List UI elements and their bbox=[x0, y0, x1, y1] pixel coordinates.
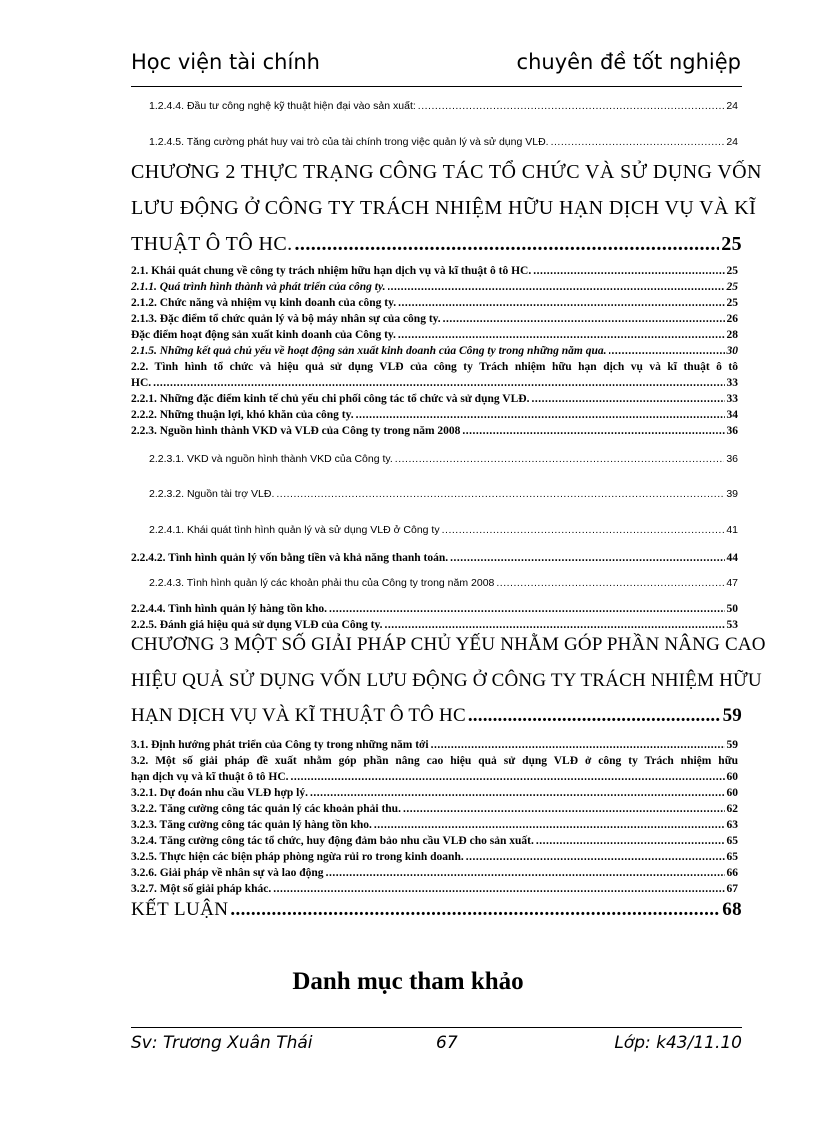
toc-entry[interactable]: 3.2.6. Giải pháp về nhân sự và lao động ..... 66 bbox=[131, 867, 738, 879]
footer-rule bbox=[131, 1027, 742, 1028]
header-rule bbox=[131, 86, 742, 87]
footer-page-number: 67 bbox=[436, 1033, 458, 1053]
chapter-3-title-line2[interactable]: HIỆU QUẢ SỬ DỤNG VỐN LƯU ĐỘNG Ở CÔNG TY TRÁCH NHIỆM HỮU bbox=[131, 670, 762, 691]
toc-entry[interactable]: HC. ..... 33 bbox=[131, 377, 738, 389]
toc-entry[interactable]: 1.2.4.4. Đầu tư công nghệ kỹ thuật hiện đại vào sản xuất: ..... 24 bbox=[149, 100, 738, 112]
chapter-2-title-line1[interactable]: CHƯƠNG 2 THỰC TRẠNG CÔNG TÁC TỔ CHỨC VÀ SỬ DỤNG VỐN bbox=[131, 161, 762, 183]
references-heading: Danh mục tham khảo bbox=[292, 968, 524, 995]
toc-entry[interactable]: 2.2.3.1. VKD và nguồn hình thành VKD của Công ty. ..... 36 bbox=[149, 453, 738, 465]
footer-student: Sv: Trương Xuân Thái bbox=[131, 1033, 313, 1053]
toc-entry[interactable]: 2.2.3.2. Nguồn tài trợ VLĐ. ..... 39 bbox=[149, 488, 738, 500]
page-footer bbox=[131, 1033, 742, 1059]
toc-entry[interactable]: 3.2.4. Tăng cường công tác tổ chức, huy động đảm bảo nhu cầu VLĐ cho sản xuất. ..... 65 bbox=[131, 835, 738, 847]
chapter-2-title-line2[interactable]: LƯU ĐỘNG Ở CÔNG TY TRÁCH NHIỆM HỮU HẠN DỊCH VỤ VÀ KĨ bbox=[131, 197, 757, 219]
toc-entry-3-2-line1[interactable]: 3.2. Một số giải pháp đề xuất nhằm góp phần nâng cao hiệu quả sử dụng VLĐ ở công ty Trách nhiệm hữu bbox=[131, 755, 738, 767]
header-institution: Học viện tài chính bbox=[131, 50, 320, 74]
toc-entry[interactable]: Đặc điểm hoạt động sản xuất kinh doanh của Công ty. ..... 28 bbox=[131, 329, 738, 341]
toc-entry[interactable]: 3.2.5. Thực hiện các biện pháp phòng ngừa rủi ro trong kinh doanh. ..... 65 bbox=[131, 851, 738, 863]
toc-entry[interactable]: 1.2.4.5. Tăng cường phát huy vai trò của tài chính trong việc quản lý và sử dụng VLĐ. ..... 24 bbox=[149, 136, 738, 148]
toc-entry[interactable]: 2.2.5. Đánh giá hiệu quả sử dụng VLĐ của Công ty. ..... 53 bbox=[131, 619, 738, 631]
toc-entry[interactable]: 2.2.4.1. Khái quát tình hình quản lý và sử dụng VLĐ ở Công ty ..... 41 bbox=[149, 524, 738, 536]
toc-entry[interactable]: 2.1. Khái quát chung về công ty trách nhiệm hữu hạn dịch vụ và kĩ thuật ô tô HC. ..... 25 bbox=[131, 265, 738, 277]
toc-entry[interactable]: 2.1.3. Đặc điểm tổ chức quản lý và bộ máy nhân sự của công ty. ..... 26 bbox=[131, 313, 738, 325]
toc-entry[interactable]: 2.1.1. Quá trình hình thành và phát triển của công ty. ..... 25 bbox=[131, 281, 738, 293]
toc-entry-2-2-line1[interactable]: 2.2. Tình hình tổ chức và hiệu quả sử dụng VLĐ của công ty Trách nhiệm hữu hạn dịch vụ và kĩ thuật ô tô bbox=[131, 361, 738, 373]
toc-entry[interactable]: 2.1.5. Những kết quả chủ yếu về hoạt động sản xuất kinh doanh của Công ty trong những năm qua. ..... 30 bbox=[131, 345, 738, 357]
toc-entry[interactable]: hạn dịch vụ và kĩ thuật ô tô HC. ..... 60 bbox=[131, 771, 738, 783]
chapter-3-title-line3[interactable]: HẠN DỊCH VỤ VÀ KĨ THUẬT Ô TÔ HC ..... 59 bbox=[131, 705, 742, 727]
page-header bbox=[131, 48, 741, 82]
toc-entry[interactable]: 2.2.2. Những thuận lợi, khó khăn của công ty. ..... 34 bbox=[131, 409, 738, 421]
toc-entry[interactable]: 2.2.1. Những đặc điểm kinh tế chủ yếu chi phối công tác tổ chức và sử dụng VLĐ. ..... 33 bbox=[131, 393, 738, 405]
toc-conclusion[interactable]: KẾT LUẬN ..... 68 bbox=[131, 899, 742, 921]
chapter-3-title-line1[interactable]: CHƯƠNG 3 MỘT SỐ GIẢI PHÁP CHỦ YẾU NHẰM GÓP PHẦN NÂNG CAO bbox=[131, 634, 766, 655]
toc-entry[interactable]: 3.1. Định hướng phát triển của Công ty trong những năm tới ..... 59 bbox=[131, 739, 738, 751]
toc-entry[interactable]: 3.2.1. Dự đoán nhu cầu VLĐ hợp lý. ..... 60 bbox=[131, 787, 738, 799]
toc-entry[interactable]: 2.2.3. Nguồn hình thành VKD và VLĐ của Công ty trong năm 2008 ..... 36 bbox=[131, 425, 738, 437]
toc-entry[interactable]: 2.2.4.4. Tình hình quản lý hàng tồn kho. ..... 50 bbox=[131, 603, 738, 615]
header-doc-type: chuyên đề tốt nghiệp bbox=[516, 50, 741, 74]
toc-entry[interactable]: 3.2.2. Tăng cường công tác quản lý các khoản phải thu. ..... 62 bbox=[131, 803, 738, 815]
chapter-2-title-line3[interactable]: THUẬT Ô TÔ HC. ..... 25 bbox=[131, 233, 742, 256]
toc-entry[interactable]: 2.2.4.3. Tình hình quản lý các khoản phải thu của Công ty trong năm 2008 ..... 47 bbox=[149, 577, 738, 589]
toc-entry[interactable]: 3.2.3. Tăng cường công tác quản lý hàng tồn kho. ..... 63 bbox=[131, 819, 738, 831]
toc-entry[interactable]: 2.1.2. Chức năng và nhiệm vụ kinh doanh của công ty. ..... 25 bbox=[131, 297, 738, 309]
footer-class: Lớp: k43/11.10 bbox=[614, 1033, 742, 1053]
toc-entry[interactable]: 3.2.7. Một số giải pháp khác. ..... 67 bbox=[131, 883, 738, 895]
toc-entry[interactable]: 2.2.4.2. Tình hình quản lý vốn bằng tiền và khả năng thanh toán. ..... 44 bbox=[131, 552, 738, 564]
